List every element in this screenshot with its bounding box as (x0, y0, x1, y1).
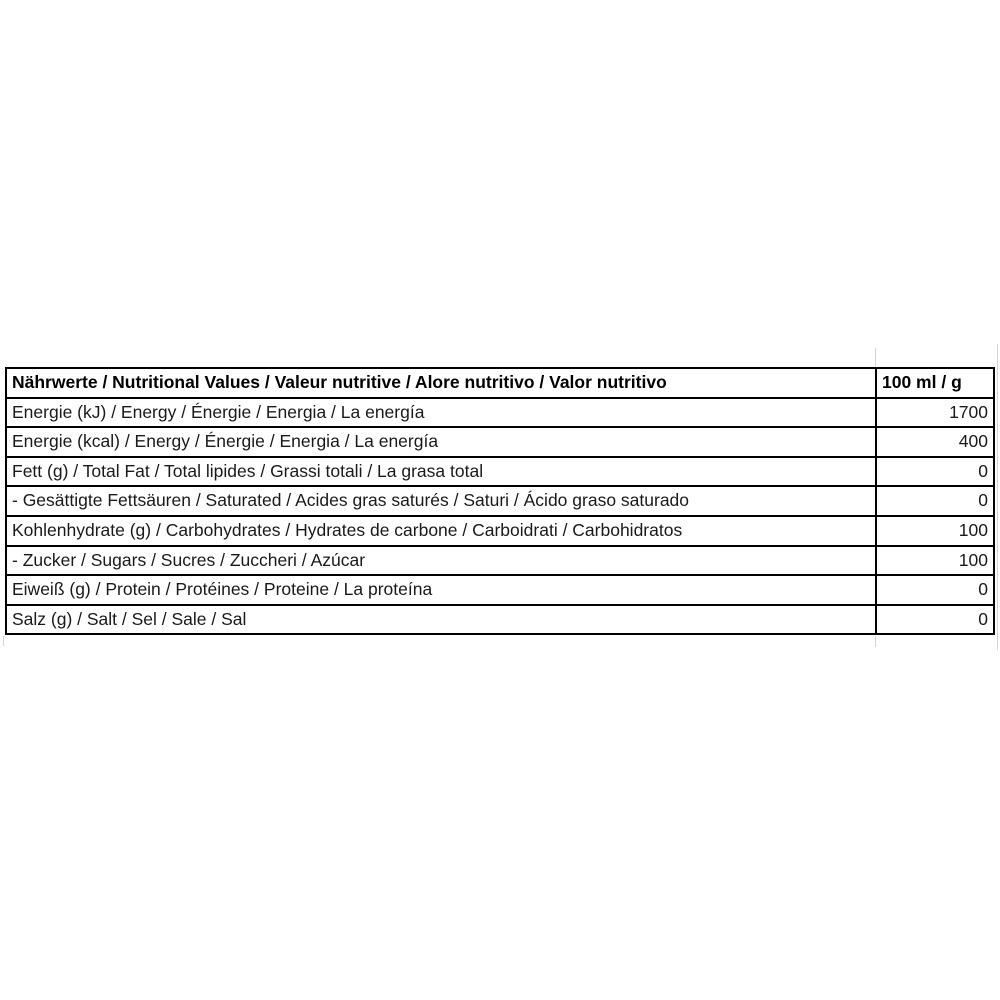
row-value-salt: 0 (876, 605, 994, 635)
gridline-remnant-bottom-left (3, 636, 4, 646)
nutrition-values-table (5, 367, 995, 635)
row-value-carbohydrates: 100 (876, 516, 994, 546)
gridline-remnant-right (997, 344, 998, 650)
table-row (6, 457, 994, 487)
table-header-row (6, 368, 994, 398)
row-label-energy-kj: Energie (kJ) / Energy / Énergie / Energia / La energía (6, 398, 876, 428)
row-label-protein: Eiweiß (g) / Protein / Protéines / Proteine / La proteína (6, 575, 876, 605)
row-label-energy-kcal: Energie (kcal) / Energy / Énergie / Energia / La energía (6, 427, 876, 457)
row-value-fat: 0 (876, 457, 994, 487)
header-value-column-cell: 100 ml / g (876, 368, 994, 398)
header-label-cell: Nährwerte / Nutritional Values / Valeur nutritive / Alore nutritivo / Valor nutritivo (6, 368, 876, 398)
row-value-energy-kj: 1700 (876, 398, 994, 428)
row-label-fat: Fett (g) / Total Fat / Total lipides / Grassi totali / La grasa total (6, 457, 876, 487)
row-label-carbohydrates: Kohlenhydrate (g) / Carbohydrates / Hydrates de carbone / Carboidrati / Carbohidratos (6, 516, 876, 546)
row-label-sugars: - Zucker / Sugars / Sucres / Zuccheri / Azúcar (6, 546, 876, 576)
table-row (6, 546, 994, 576)
gridline-remnant-top-divider (875, 348, 876, 367)
row-value-saturated-fat: 0 (876, 486, 994, 516)
row-value-protein: 0 (876, 575, 994, 605)
table-row (6, 575, 994, 605)
table-row (6, 605, 994, 635)
table-row (6, 486, 994, 516)
gridline-remnant-bottom-divider (875, 636, 876, 647)
row-value-sugars: 100 (876, 546, 994, 576)
table-row (6, 398, 994, 428)
row-label-salt: Salz (g) / Salt / Sel / Sale / Sal (6, 605, 876, 635)
table-row (6, 516, 994, 546)
row-value-energy-kcal: 400 (876, 427, 994, 457)
row-label-saturated-fat: - Gesättigte Fettsäuren / Saturated / Acides gras saturés / Saturi / Ácido graso saturado (6, 486, 876, 516)
table-row (6, 427, 994, 457)
